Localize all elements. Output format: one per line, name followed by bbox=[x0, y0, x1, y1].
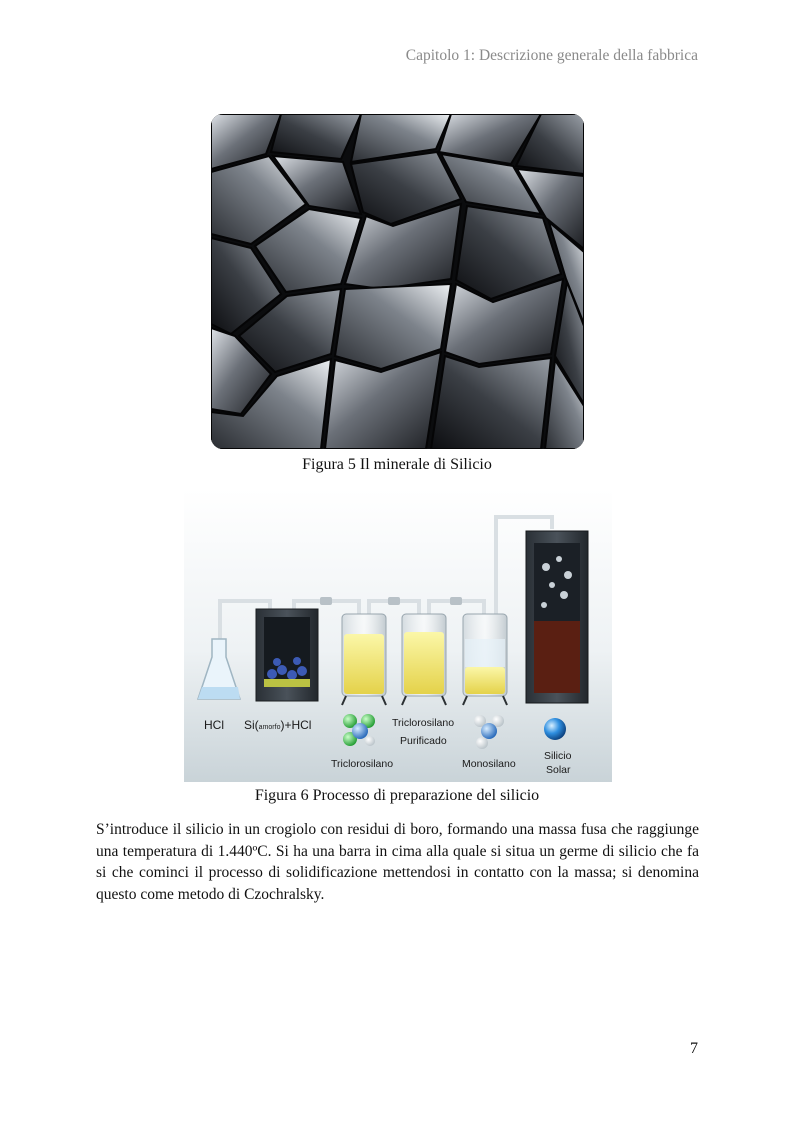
page-number: 7 bbox=[690, 1040, 698, 1057]
figure-5-caption: Figura 5 Il minerale di Silicio bbox=[302, 456, 492, 473]
label-hcl: HCl bbox=[204, 718, 224, 732]
svg-text:Si(amorfo)+HCl: Si(amorfo)+HCl bbox=[244, 718, 312, 732]
label-monosilano: Monosilano bbox=[462, 758, 516, 770]
silicio-solar-sphere-icon bbox=[544, 718, 566, 740]
label-triclorosilano-purificado: Triclorosilano bbox=[392, 717, 455, 729]
silicon-mineral-photo bbox=[211, 114, 584, 449]
figure-6-caption: Figura 6 Processo di preparazione del silicio bbox=[254, 787, 540, 804]
label-silicio-solar: Silicio bbox=[544, 750, 572, 762]
label-triclorosilano: Triclorosilano bbox=[331, 758, 394, 770]
svg-text:Solar: Solar bbox=[546, 764, 571, 776]
svg-text:Purificado: Purificado bbox=[400, 735, 447, 747]
body-paragraph: S’introduce il silicio in un crogiolo con residui di boro, formando una massa fusa che raggiunge una temperatura di 1.440ºC. Si ha una barra in cima alla quale si situa un germe di silicio che fa si che cominci il processo di solidificazione mettendosi in contatto con la massa; si denomina questo come metodo di Czochralsky. bbox=[96, 821, 699, 903]
running-header: Capitolo 1: Descrizione generale della fabbrica bbox=[405, 47, 698, 64]
silicon-process-diagram bbox=[184, 489, 612, 782]
